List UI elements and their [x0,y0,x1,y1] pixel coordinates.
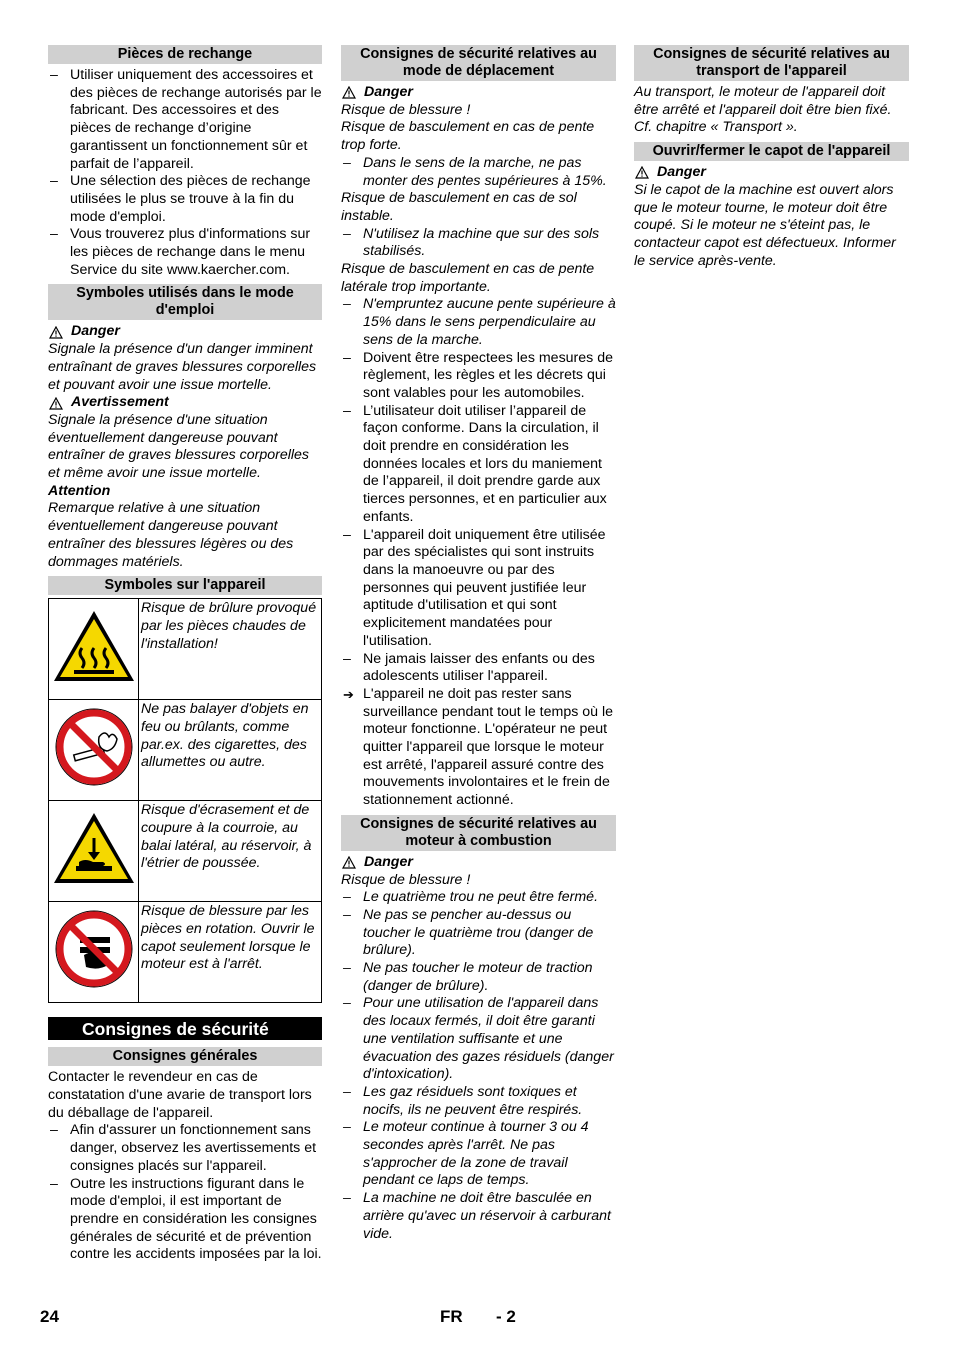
warning-triangle-icon [49,326,63,339]
warning-triangle-icon [635,166,649,179]
general-intro: Contacter le revendeur en cas de constatation d'une avarie de transport lors du déballage de l'appareil. [48,1069,312,1121]
list-item: – Dans le sens de la marche, ne pas monter des pentes supérieures à 15%. [343,154,607,189]
transport-safety-heading: Consignes de sécurité relatives au transport de l'appareil [634,45,909,81]
danger-label: Danger [341,84,616,102]
list-item: – Le moteur continue à tourner 3 ou 4 secondes après l'arrêt. Ne pas s'approcher de la zone de travail pendant ce laps de temps. [343,1119,589,1189]
list-item: – Doivent être respectees les mesures de règlement, les règles et les décrets qui sont valables pour les automobiles. [343,349,613,401]
table-row: Risque d'écrasement et de coupure à la courroie, au balai latéral, au réservoir, à l'étrier de poussée. [49,801,322,902]
list-item: – Ne pas se pencher au-dessus ou toucher le quatrième trou (danger de brûlure). [343,906,594,959]
general-heading: Consignes générales [48,1047,322,1066]
hot-surface-warning-icon [51,608,137,684]
list-item: – Afin d'assurer un fonctionnement sans danger, observez les avertissements et consignes placés sur l'appareil. [50,1122,317,1174]
spare-parts-heading: Pièces de rechange [48,45,322,64]
list-item: – Outre les instructions figurant dans le mode d'emploi, il est important de prendre en considération les consignes générales de sécurité et de prévention contre les accidents imposées par la loi. [50,1175,322,1263]
danger-label: Danger [341,854,616,872]
tip-risk-text: Risque de basculement en cas de sol instable. [341,190,577,224]
injury-risk-text: Risque de blessure ! [341,871,471,888]
engine-safety-heading: Consignes de sécurité relatives au moteur à combustion [341,815,616,851]
no-burning-objects-icon [54,707,134,787]
table-row: Risque de blessure par les pièces en rotation. Ouvrir le capot seulement lorsque le moteur est à l'arrêt. [49,902,322,1003]
tip-risk-text: Risque de basculement en cas de pente latérale trop importante. [341,261,595,295]
list-item: – Ne jamais laisser des enfants ou des adolescents utiliser l'appareil. [343,650,595,685]
language-code: FR [440,1307,463,1326]
page-number: 24 [40,1307,59,1326]
injury-risk-text: Risque de blessure ! [341,101,471,118]
attention-label: Attention [48,482,111,499]
no-hand-rotating-parts-icon [54,909,134,989]
list-item: – Le quatrième trou ne peut être fermé. [343,889,599,906]
danger-description: Signale la présence d'un danger imminent entraînant de graves blessures corporelles et pouvant avoir une issue mortelle. [48,341,317,393]
hood-text: Si le capot de la machine est ouvert alors que le moteur tourne, le moteur doit être coupé. Si le moteur ne s'éteint pas, le contacteur capot est défectueux. Informer le service après-vente. [634,181,896,269]
section-number: - 2 [496,1307,516,1326]
travel-safety-heading: Consignes de sécurité relatives au mode de déplacement [341,45,616,81]
tip-risk-text: Risque de basculement en cas de pente trop forte. [341,119,595,154]
list-item: – Ne pas toucher le moteur de traction (danger de brûlure). [343,960,593,994]
arrow-right-icon: ➔ [343,686,354,702]
attention-description: Remarque relative à une situation éventuellement dangereuse pouvant entraîner des blessures légères ou des dommages matériels. [48,500,294,570]
list-item: – L’utilisateur doit utiliser l’appareil de façon conforme. Dans la circulation, il doit prendre en considération les données locales et lors du maniement de l’appareil, il doit prendre garde aux tierces personnes, et en particulier aux enfants. [343,402,607,525]
column-left [48,45,322,1264]
warning-description: Signale la présence d'une situation éventuellement dangereuse pouvant entraîner de graves blessures corporelles et même avoir une issue mortelle. [48,411,310,482]
list-item: – Pour une utilisation de l'appareil dans des locaux fermés, il doit être garanti une ventilation suffisante et une évacuation des gazes résiduels (danger d'intoxication). [343,995,614,1083]
warning-triangle-icon [342,856,356,869]
danger-label: Danger [634,164,909,182]
symbols-manual-heading: Symboles utilisés dans le mode d'emploi [48,284,322,320]
table-row: Ne pas balayer d'objets en feu ou brûlants, comme par.ex. des cigarettes, des allumettes ou autre. [49,700,322,801]
list-item: – Utiliser uniquement des accessoires et des pièces de rechange autorisés par le fabricant. Des accessoires et des pièces de rechange d’origine garantissent un fonctionnement sûr et parfait de l’appareil. [50,67,322,172]
warning-label: Avertissement [48,394,322,412]
list-item: – N'utilisez la machine que sur des sols stabilisés. [343,225,600,260]
list-item: ➔ L'appareil ne doit pas rester sans surveillance pendant tout le temps où le moteur fonctionne. L'opérateur ne peut quitter l'appareil que lorsque le moteur est arrêté, l'appareil assuré contre des mouvements involontaires et le frein de stationnement actionné. [343,685,614,809]
list-item: – N'empruntez aucune pente supérieure à 15% dans le sens perpendiculaire au sens de la marche. [343,296,616,348]
danger-label: Danger [48,323,322,341]
warning-triangle-icon [49,397,63,410]
column-right [634,45,909,270]
spare-parts-list [48,67,322,279]
symbols-table [48,598,322,1003]
list-item: – La machine ne doit être basculée en arrière qu'avec un réservoir à carburant vide. [343,1190,611,1242]
table-row: Risque de brûlure provoqué par les pièces chaudes de l'installation! [49,599,322,700]
list-item: – Vous trouverez plus d'informations sur les pièces de rechange dans le menu Service du site www.kaercher.com. [50,226,311,278]
list-item: – L'appareil doit uniquement être utilisée par des spécialistes qui sont instruits dans la manoeuvre ou par des personnes qui peuvent justifiée leur aptitude d'utilisation et qui sont explicitement mandatées pour l'utilisation. [343,526,606,649]
list-item: – Les gaz résiduels sont toxiques et nocifs, ils ne peuvent être respirés. [343,1083,583,1118]
warning-triangle-icon [342,86,356,99]
transport-text: Au transport, le moteur de l'appareil doit être arrêté et l'appareil doit être bien fixé. Cf. chapitre « Transport ». [634,84,892,136]
crush-hazard-warning-icon [51,810,137,886]
column-middle [341,45,616,1243]
symbols-device-heading: Symboles sur l'appareil [48,576,322,595]
safety-section-title: Consignes de sécurité [48,1017,322,1040]
list-item: – Une sélection des pièces de rechange utilisées le plus se trouve à la fin du mode d'emploi. [50,173,311,225]
hood-heading: Ouvrir/fermer le capot de l'appareil [634,142,909,161]
